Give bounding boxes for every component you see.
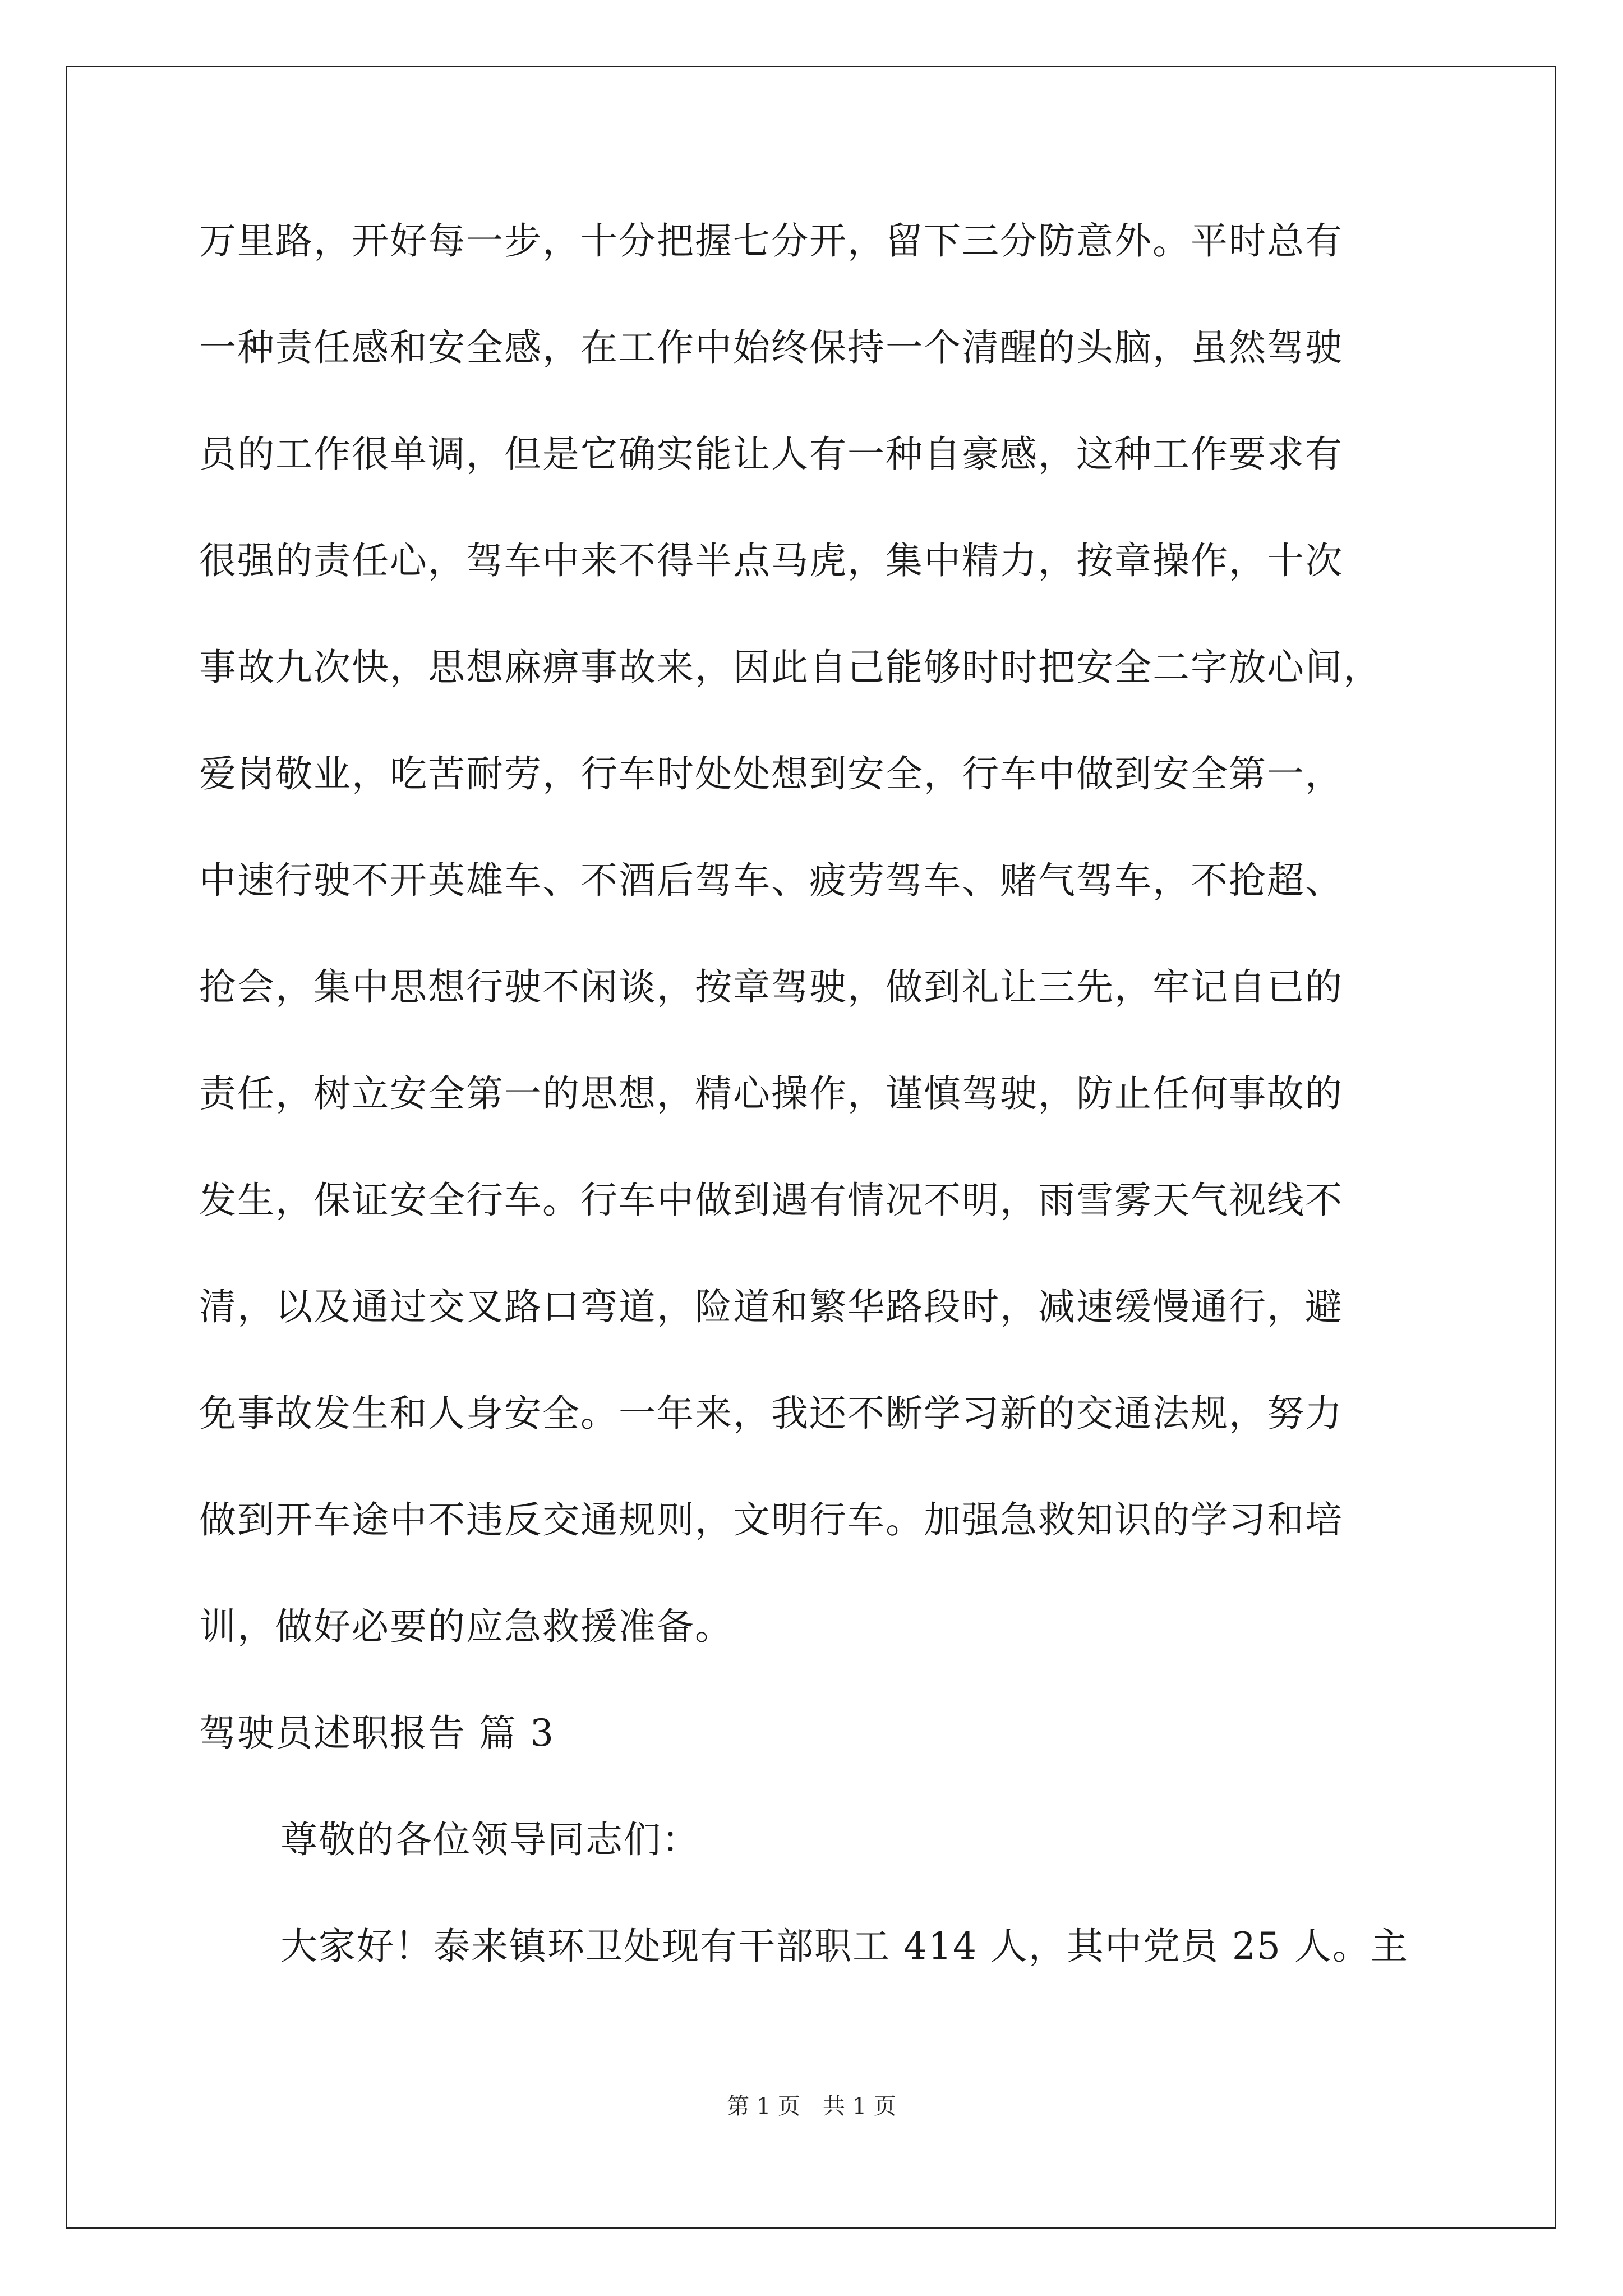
section-heading: 驾驶员述职报告 篇 3: [199, 1711, 555, 1755]
body-line: 员的工作很单调，但是它确实能让人有一种自豪感，这种工作要求有: [199, 432, 1343, 476]
body-line: 事故九次快，思想麻痹事故来，因此自己能够时时把安全二字放心间，: [199, 646, 1381, 689]
page-footer: 第 1 页 共 1 页: [727, 2093, 896, 2119]
body-line: 一种责任感和安全感，在工作中始终保持一个清醒的头脑，虽然驾驶: [199, 326, 1343, 369]
body-line: 做到开车途中不违反交通规则，文明行车。加强急救知识的学习和培: [199, 1498, 1343, 1542]
salutation: 尊敬的各位领导同志们：: [280, 1818, 700, 1861]
body-line: 中速行驶不开英雄车、不酒后驾车、疲劳驾车、赌气驾车，不抢超、: [199, 859, 1343, 902]
body-line: 很强的责任心，驾车中来不得半点马虎，集中精力，按章操作，十次: [199, 539, 1343, 582]
body-line: 发生，保证安全行车。行车中做到遇有情况不明，雨雪雾天气视线不: [199, 1179, 1343, 1222]
body-line: 训，做好必要的应急救援准备。: [199, 1605, 733, 1648]
body-line: 抢会，集中思想行驶不闲谈，按章驾驶，做到礼让三先，牢记自已的: [199, 965, 1343, 1009]
page-border: [66, 66, 1556, 2229]
body-line: 大家好！泰来镇环卫处现有干部职工 414 人，其中党员 25 人。主: [280, 1925, 1409, 1968]
body-line: 清，以及通过交叉路口弯道，险道和繁华路段时，减速缓慢通行，避: [199, 1285, 1343, 1328]
body-line: 爱岗敬业，吃苦耐劳，行车时处处想到安全，行车中做到安全第一，: [199, 752, 1343, 795]
body-line: 责任，树立安全第一的思想，精心操作，谨慎驾驶，防止任何事故的: [199, 1072, 1343, 1115]
body-line: 万里路，开好每一步，十分把握七分开，留下三分防意外。平时总有: [199, 219, 1343, 263]
body-line: 免事故发生和人身安全。一年来，我还不断学习新的交通法规，努力: [199, 1392, 1343, 1435]
